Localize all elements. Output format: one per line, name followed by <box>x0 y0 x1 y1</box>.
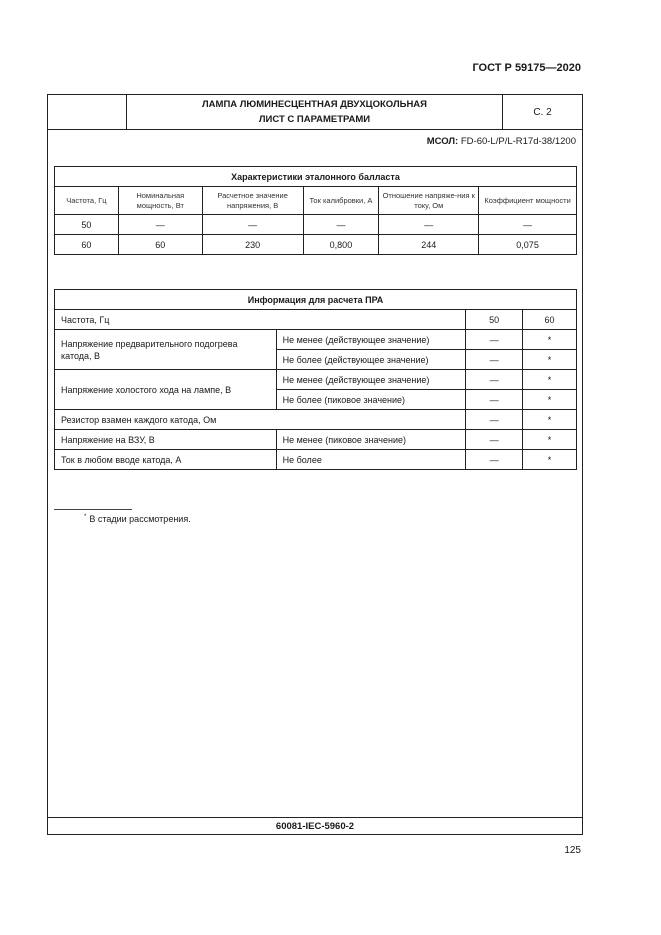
param-condition: Не более (действующее значение) <box>276 350 466 370</box>
param-condition: Не менее (действующее значение) <box>276 330 466 350</box>
ballast-caption: Характеристики эталонного балласта <box>55 167 577 187</box>
table-cell: 60 <box>55 235 119 255</box>
table-cell: — <box>303 215 379 235</box>
ballast-header: Частота, Гц <box>55 187 119 215</box>
header-blank-cell <box>48 95 127 129</box>
value-50: — <box>466 410 523 430</box>
value-50: — <box>466 350 523 370</box>
document-frame <box>47 94 583 835</box>
param-label: Ток в любом вводе катода, А <box>55 450 277 470</box>
param-condition: Не менее (пиковое значение) <box>276 430 466 450</box>
pra-caption-row <box>55 290 577 310</box>
value-60: * <box>523 390 577 410</box>
value-50: — <box>466 330 523 350</box>
footer-code: 60081-IEC-5960-2 <box>48 817 582 835</box>
header-title <box>127 95 503 129</box>
table-row <box>55 410 577 430</box>
param-label: Резистор взамен каждого катода, Ом <box>55 410 466 430</box>
freq-label: Частота, Гц <box>55 310 466 330</box>
table-cell: 230 <box>202 235 303 255</box>
value-60: * <box>523 450 577 470</box>
value-50: — <box>466 370 523 390</box>
ballast-header-row <box>55 187 577 215</box>
freq-60: 60 <box>523 310 577 330</box>
value-60: * <box>523 430 577 450</box>
param-condition: Не более (пиковое значение) <box>276 390 466 410</box>
ballast-header: Коэффициент мощности <box>479 187 577 215</box>
table-row <box>55 430 577 450</box>
pra-table <box>54 289 577 470</box>
ballast-header: Отношение напряже-ния к току, Ом <box>379 187 479 215</box>
ballast-header: Ток калибровки, А <box>303 187 379 215</box>
table-cell: 244 <box>379 235 479 255</box>
ballast-table <box>54 166 577 255</box>
table-cell: 0,075 <box>479 235 577 255</box>
header <box>48 95 582 130</box>
sheet-number: С. 2 <box>533 106 552 118</box>
msol-label: МСОЛ: <box>426 136 459 147</box>
ballast-header: Номинальная мощность, Вт <box>118 187 202 215</box>
footnote <box>84 514 191 524</box>
value-50: — <box>466 430 523 450</box>
table-row <box>55 235 577 255</box>
table-cell: — <box>118 215 202 235</box>
footnote-separator <box>54 509 132 510</box>
ballast-header: Расчетное значение напряжения, В <box>202 187 303 215</box>
table-row <box>55 215 577 235</box>
page-number: 125 <box>564 845 581 856</box>
footnote-mark: * <box>84 514 87 520</box>
table-cell: — <box>479 215 577 235</box>
table-row <box>55 450 577 470</box>
param-condition: Не менее (действующее значение) <box>276 370 466 390</box>
value-60: * <box>523 370 577 390</box>
msol-value: FD-60-L/P/L-R17d-38/1200 <box>460 136 576 147</box>
table-row <box>55 330 577 350</box>
freq-50: 50 <box>466 310 523 330</box>
title-line-1: ЛАМПА ЛЮМИНЕСЦЕНТНАЯ ДВУХЦОКОЛЬНАЯ <box>202 99 427 110</box>
table-cell: 60 <box>118 235 202 255</box>
value-60: * <box>523 350 577 370</box>
title-line-2: ЛИСТ С ПАРАМЕТРАМИ <box>258 114 371 125</box>
param-label: Напряжение предварительного подогрева катода, В <box>55 330 277 370</box>
value-50: — <box>466 450 523 470</box>
table-cell: 50 <box>55 215 119 235</box>
table-row <box>55 370 577 390</box>
pra-freq-row <box>55 310 577 330</box>
msol-designation <box>427 136 576 147</box>
value-60: * <box>523 330 577 350</box>
value-60: * <box>523 410 577 430</box>
pra-caption: Информация для расчета ПРА <box>55 290 577 310</box>
param-condition: Не более <box>276 450 466 470</box>
table-cell: 0,800 <box>303 235 379 255</box>
table-cell: — <box>379 215 479 235</box>
value-50: — <box>466 390 523 410</box>
param-label: Напряжение на ВЗУ, В <box>55 430 277 450</box>
footnote-text: В стадии рассмотрения. <box>89 514 191 524</box>
table-cell: — <box>202 215 303 235</box>
standard-code: ГОСТ Р 59175—2020 <box>472 62 581 74</box>
param-label: Напряжение холостого хода на лампе, В <box>55 370 277 410</box>
ballast-caption-row <box>55 167 577 187</box>
